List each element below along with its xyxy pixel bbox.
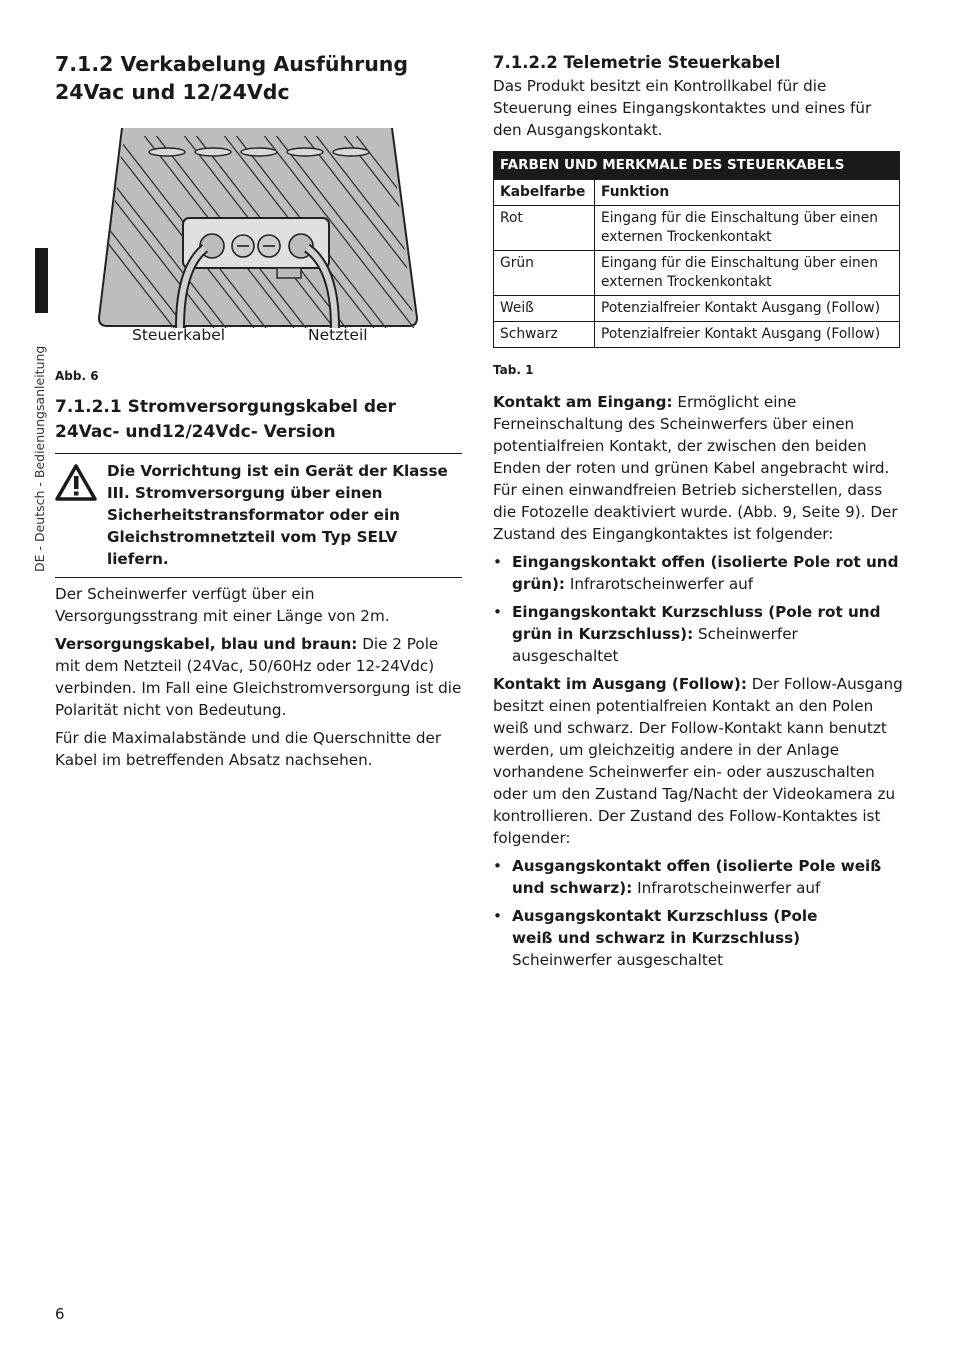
list-item-text: Scheinwerfer ausgeschaltet — [512, 625, 798, 665]
paragraph-supply-cable-bold: Versorgungskabel, blau und braun: — [55, 635, 358, 653]
warning-box — [55, 453, 462, 578]
figure-wiring — [55, 128, 462, 360]
figure-caption: Abb. 6 — [55, 369, 99, 383]
paragraph-supply-cable-text: Die 2 Pole mit dem Netzteil (24Vac, 50/60Hz oder 12-24Vdc) verbinden. Im Fall eine Gleichstromversorgung ist die Polarität nicht von Bedeutung. — [55, 635, 462, 719]
subsection-heading: 7.1.2.1 Stromversorgungskabel der 24Vac- und12/24Vdc- Version — [55, 397, 396, 442]
paragraph-input-contact — [493, 391, 903, 545]
table-title: FARBEN UND MERKMALE DES STEUERKABELS — [494, 152, 900, 180]
table-cell-color: Schwarz — [494, 322, 595, 348]
table-cell-function: Potenzialfreier Kontakt Ausgang (Follow) — [595, 322, 900, 348]
table-cell-function: Eingang für die Einschaltung über einen externen Trockenkontakt — [595, 251, 900, 296]
table-cell-function: Eingang für die Einschaltung über einen externen Trockenkontakt — [595, 206, 900, 251]
list-item — [493, 855, 903, 899]
paragraph-output-contact — [493, 673, 903, 849]
table-header-color: Kabelfarbe — [494, 180, 595, 206]
list-item — [493, 601, 903, 667]
list-item-bold: Ausgangskontakt offen (isolierte Pole weiß und schwarz): — [512, 857, 882, 897]
section-marker-bar — [35, 248, 48, 313]
table-caption: Tab. 1 — [493, 363, 534, 377]
paragraph-supply-strand: Der Scheinwerfer verfügt über ein Versorgungsstrang mit einer Länge von 2m. — [55, 585, 390, 625]
list-item — [493, 551, 903, 595]
table-cell-function: Potenzialfreier Kontakt Ausgang (Follow) — [595, 296, 900, 322]
warning-text: Die Vorrichtung ist ein Gerät der Klasse III. Stromversorgung über einen Sicherheitstransformator oder ein Gleichstromnetzteil vom Typ SELV liefern. — [107, 462, 448, 568]
list-item-bold: Eingangskontakt Kurzschluss (Pole rot und grün in Kurzschluss): — [512, 603, 881, 643]
table-header-function: Funktion — [595, 180, 900, 206]
figure-label-control-cable: Steuerkabel — [132, 326, 226, 344]
input-contact-bold: Kontakt am Eingang: — [493, 393, 673, 411]
output-contact-text: Der Follow-Ausgang besitzt einen potentialfreien Kontakt an den Polen weiß und schwarz. Der Follow-Kontakt kann benutzt werden, um gleichzeitig andere in der Anlage vorhandene Scheinwerfer ein- oder auszuschalten oder um den Zustand Tag/Nacht der Videokamera zu kontrollieren. Der Zustand des Follow-Kontaktes ist folgender: — [493, 675, 903, 847]
input-contact-text: Ermöglicht eine Ferneinschaltung des Scheinwerfers über einen potentialfreien Kontakt, der zwischen den beiden Enden der roten und grünen Kabel angebracht wird. Für einen einwandfreien Betrieb sicherstellen, dass die Fotozelle deaktiviert wurde. (Abb. 9, Seite 9). Der Zustand des Eingangkontaktes ist folgender: — [493, 393, 898, 543]
page-number: 6 — [55, 1305, 65, 1323]
list-item-text: Infrarotscheinwerfer auf — [565, 575, 754, 593]
list-item-bold: Ausgangskontakt Kurzschluss (Pole weiß und schwarz in Kurzschluss) — [512, 907, 818, 947]
list-item-text: Infrarotscheinwerfer auf — [632, 879, 821, 897]
output-contact-bold: Kontakt im Ausgang (Follow): — [493, 675, 747, 693]
cable-table — [493, 151, 900, 348]
table-cell-color: Rot — [494, 206, 595, 251]
table-row — [494, 296, 900, 322]
table-cell-color: Weiß — [494, 296, 595, 322]
output-contact-list — [493, 855, 903, 971]
table-row — [494, 251, 900, 296]
warning-icon — [55, 460, 107, 570]
section-heading: 7.1.2 Verkabelung Ausführung 24Vac und 12/24Vdc — [55, 52, 409, 104]
list-item — [493, 905, 903, 971]
table-cell-color: Grün — [494, 251, 595, 296]
illuminator-illustration — [55, 128, 462, 328]
left-column — [55, 50, 462, 771]
input-contact-list — [493, 551, 903, 667]
paragraph-distances: Für die Maximalabstände und die Querschnitte der Kabel im betreffenden Absatz nachsehen. — [55, 729, 442, 769]
telemetry-intro: Das Produkt besitzt ein Kontrollkabel für die Steuerung eines Eingangskontaktes und eines für den Ausgangskontakt. — [493, 77, 872, 139]
telemetry-heading: 7.1.2.2 Telemetrie Steuerkabel — [493, 53, 781, 72]
paragraph-supply-cable — [55, 633, 462, 721]
side-label: DE - Deutsch - Bedienungsanleitung — [32, 345, 47, 572]
table-row — [494, 206, 900, 251]
list-item-text: Scheinwerfer ausgeschaltet — [512, 951, 724, 969]
figure-label-power-supply: Netzteil — [308, 326, 368, 344]
table-row — [494, 322, 900, 348]
list-item-bold: Eingangskontakt offen (isolierte Pole rot und grün): — [512, 553, 899, 593]
right-column — [493, 50, 903, 971]
